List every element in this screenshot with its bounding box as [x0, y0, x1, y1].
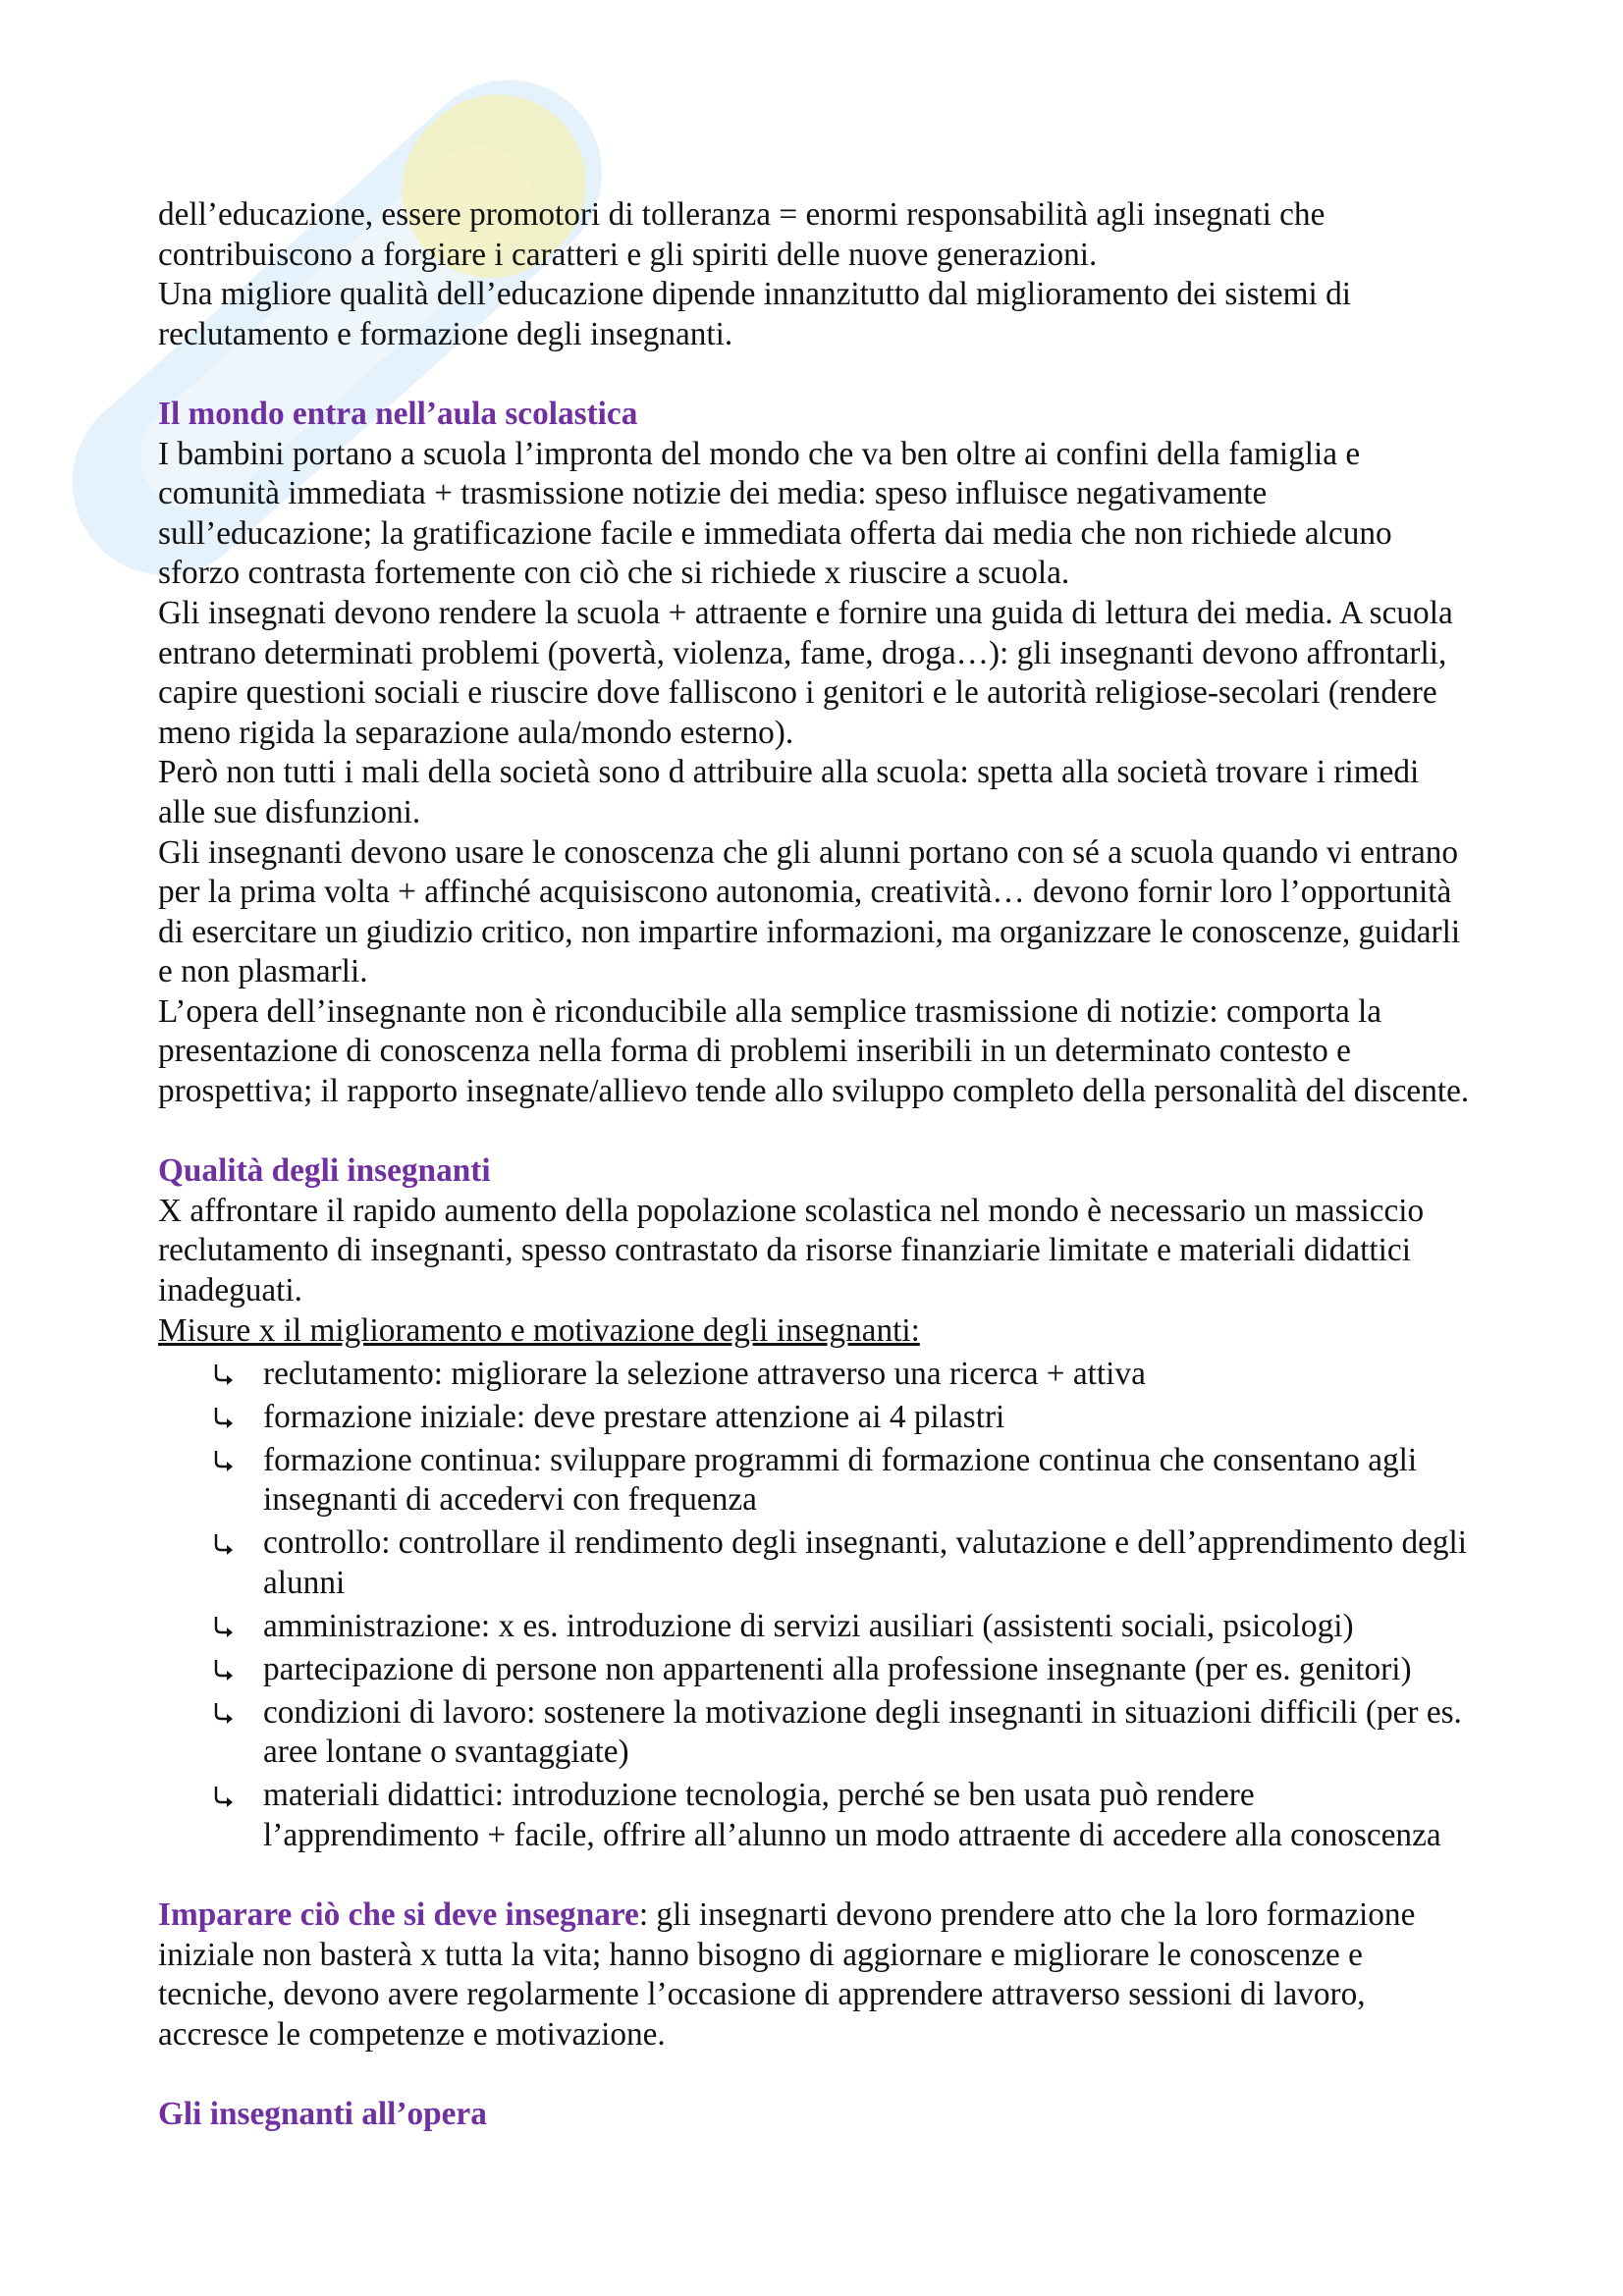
blank-line — [158, 2055, 1513, 2095]
document-body — [158, 195, 1513, 2135]
paragraph-line: sull’educazione; la gratificazione facile e immediata offerta dai media che non richiede alcuno — [158, 514, 1392, 552]
section-heading-qualita: Qualità degli insegnanti — [158, 1152, 491, 1190]
paragraph-line: I bambini portano a scuola l’impronta del mondo che va ben oltre ai confini della famiglia e — [158, 435, 1361, 472]
list-item-line: insegnanti di accedervi con frequenza — [263, 1481, 757, 1519]
list-item — [263, 1351, 1513, 1394]
paragraph-line: reclutamento di insegnanti, spesso contrastato da risorse finanziarie limitate e materiali didattici — [158, 1232, 1411, 1269]
paragraph-line: contribuiscono a forgiare i caratteri e gli spiriti delle nuove generazioni. — [158, 236, 1098, 273]
paragraph-line: X affrontare il rapido aumento della popolazione scolastica nel mondo è necessario un massiccio — [158, 1192, 1425, 1229]
hook-arrow-icon — [210, 1448, 236, 1473]
list-item-line: reclutamento: migliorare la selezione attraverso una ricerca + attiva — [263, 1355, 1146, 1392]
blank-line — [158, 354, 1513, 395]
blank-line — [158, 1112, 1513, 1152]
paragraph-line: sforzo contrasta fortemente con ciò che si richiede x riuscire a scuola. — [158, 555, 1070, 592]
list-item — [263, 1646, 1513, 1689]
inline-heading-imparare: Imparare ciò che si deve insegnare — [158, 1896, 639, 1934]
paragraph-line: per la prima volta + affinché acquisiscono autonomia, creatività… devono fornir loro l’opportunità — [158, 874, 1452, 911]
paragraph-line: tecniche, devono avere regolarmente l’occasione di apprendere attraverso sessioni di lavoro, — [158, 1976, 1366, 2013]
hook-arrow-icon — [210, 1784, 236, 1809]
hook-arrow-icon — [210, 1700, 236, 1726]
list-item — [263, 1437, 1513, 1521]
list-item-line: condizioni di lavoro: sostenere la motivazione degli insegnanti in situazioni difficili (per es. — [263, 1693, 1462, 1731]
paragraph-line — [158, 1896, 1513, 1936]
paragraph-line: Gli insegnati devono rendere la scuola + attraente e fornire una guida di lettura dei media. A scuola — [158, 594, 1453, 631]
section-mondo-text — [158, 435, 1513, 1112]
list-item-line: controllo: controllare il rendimento degli insegnanti, valutazione e dell’apprendimento degli — [263, 1524, 1468, 1562]
blank-line — [158, 1855, 1513, 1896]
hook-arrow-icon — [210, 1614, 236, 1639]
list-item-line: aree lontane o svantaggiate) — [263, 1734, 629, 1771]
paragraph-line: comunità immediata + trasmissione notizie dei media: speso influisce negativamente — [158, 475, 1268, 512]
paragraph-line: Però non tutti i mali della società sono d attribuire alla scuola: spetta alla società trovare i rimedi — [158, 754, 1420, 791]
list-item — [263, 1394, 1513, 1437]
hook-arrow-icon — [210, 1362, 236, 1387]
section-heading-mondo: Il mondo entra nell’aula scolastica — [158, 395, 638, 432]
list-item-line: materiali didattici: introduzione tecnologia, perché se ben usata può rendere — [263, 1777, 1255, 1814]
list-item — [263, 1521, 1513, 1604]
paragraph-line: iniziale non basterà x tutta la vita; hanno bisogno di aggiornare e migliorare le conoscenze e — [158, 1936, 1363, 1973]
list-item — [263, 1603, 1513, 1646]
hook-arrow-icon — [210, 1405, 236, 1430]
hook-arrow-icon — [210, 1657, 236, 1682]
section-imparare-text — [158, 1896, 1513, 2055]
paragraph-line: alle sue disfunzioni. — [158, 793, 421, 830]
list-item-line: formazione iniziale: deve prestare attenzione ai 4 pilastri — [263, 1398, 1005, 1435]
list-item-line: formazione continua: sviluppare programmi di formazione continua che consentano agli — [263, 1441, 1418, 1478]
paragraph-line: dell’educazione, essere promotori di tolleranza = enormi responsabilità agli insegnati che — [158, 196, 1325, 233]
paragraph-text: : gli insegnarti devono prendere atto che la loro formazione — [638, 1896, 1416, 1934]
hook-arrow-icon — [210, 1531, 236, 1557]
paragraph-line: entrano determinati problemi (povertà, violenza, fame, droga…): gli insegnanti devono affrontarli, — [158, 634, 1447, 671]
list-item-line: l’apprendimento + facile, offrire all’alunno un modo attraente di accedere alla conoscenza — [263, 1816, 1441, 1853]
paragraph-line: inadeguati. — [158, 1272, 303, 1309]
paragraph-line: presentazione di conoscenza nella forma di problemi inseribili in un determinato contesto e — [158, 1033, 1351, 1070]
paragraph-line: Una migliore qualità dell’educazione dipende innanzitutto dal miglioramento dei sistemi di — [158, 276, 1351, 313]
intro-paragraph — [158, 195, 1513, 354]
section-qualita-text — [158, 1192, 1513, 1311]
list-item-line: amministrazione: x es. introduzione di servizi ausiliari (assistenti sociali, psicologi) — [263, 1607, 1354, 1644]
paragraph-line: Gli insegnanti devono usare le conoscenza che gli alunni portano con sé a scuola quando vi entrano — [158, 833, 1459, 871]
paragraph-line: di esercitare un giudizio critico, non impartire informazioni, ma organizzare le conoscenze, guidarli — [158, 913, 1461, 950]
section-heading-opera: Gli insegnanti all’opera — [158, 2096, 487, 2133]
list-item-line: alunni — [263, 1564, 346, 1601]
paragraph-line: accresce le competenze e motivazione. — [158, 2015, 666, 2053]
list-item-line: partecipazione di persone non appartenenti alla professione insegnante (per es. genitori) — [263, 1650, 1412, 1687]
paragraph-line: capire questioni sociali e riuscire dove falliscono i genitori e le autorità religiose-secolari (rendere — [158, 674, 1437, 712]
list-item — [263, 1773, 1513, 1856]
list-item — [263, 1689, 1513, 1773]
paragraph-line: prospettiva; il rapporto insegnate/allievo tende allo sviluppo completo della personalità del discente. — [158, 1073, 1470, 1110]
paragraph-line: meno rigida la separazione aula/mondo esterno). — [158, 714, 794, 751]
paragraph-line: reclutamento e formazione degli insegnanti. — [158, 315, 733, 352]
list-title: Misure x il miglioramento e motivazione degli insegnanti: — [158, 1311, 920, 1349]
paragraph-line: e non plasmarli. — [158, 953, 368, 990]
measures-list — [158, 1351, 1513, 1855]
paragraph-line: L’opera dell’insegnante non è riconducibile alla semplice trasmissione di notizie: comporta la — [158, 992, 1382, 1030]
